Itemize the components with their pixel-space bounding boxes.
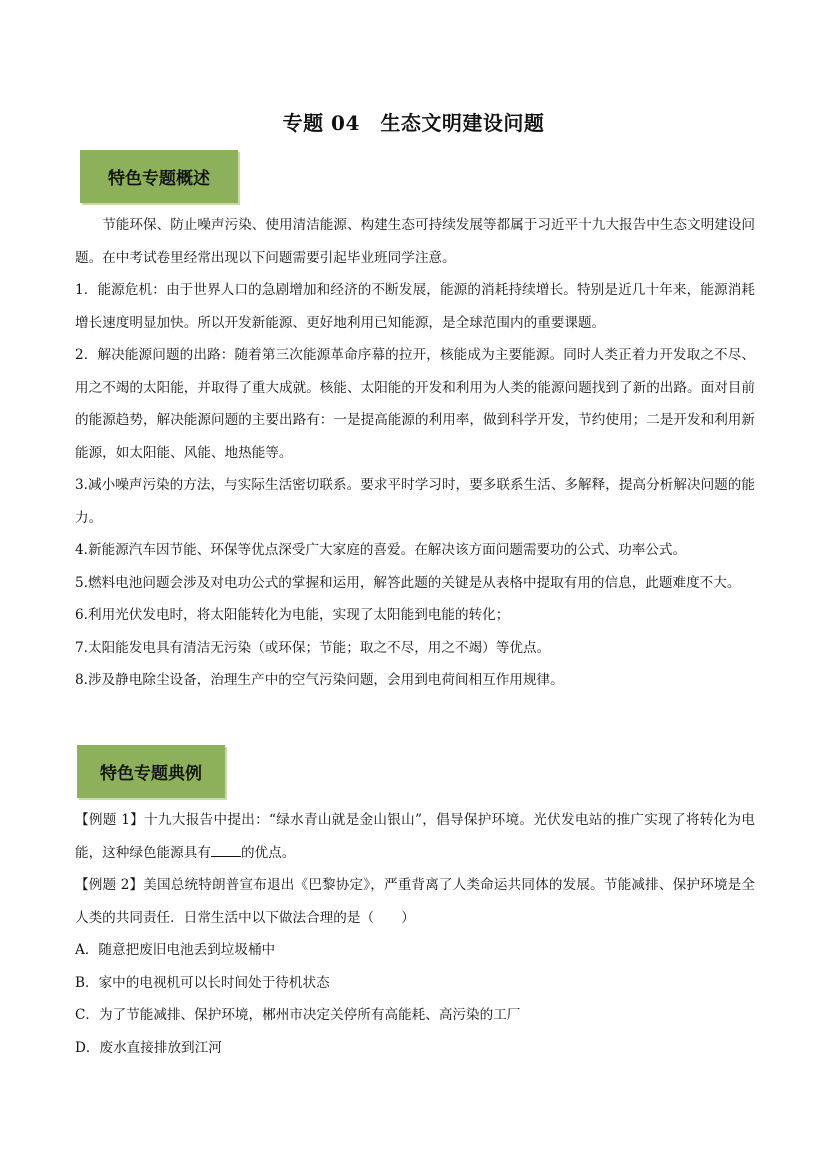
answer-blank[interactable]	[211, 842, 241, 857]
point-6: 6.利用光伏发电时，将太阳能转化为电能，实现了太阳能到电能的转化；	[75, 607, 510, 623]
point-1: 1．能源危机：由于世界人口的急剧增加和经济的不断发展，能源的消耗持续增长。特别是近几十年来，能源消耗增长速度明显加快。所以开发新能源、更好地利用已知能源，是全球范围内的重要课题。	[75, 282, 755, 331]
point-8: 8.涉及静电除尘设备，治理生产中的空气污染问题，会用到电荷间相互作用规律。	[75, 672, 564, 688]
example-1-text-c: 的优点。	[240, 844, 296, 861]
point-4: 4.新能源汽车因节能、环保等优点深受广大家庭的喜爱。在解决该方面问题需要功的公式、功率公式。	[75, 542, 687, 558]
option-d: D．废水直接排放到江河	[75, 1039, 222, 1056]
examples-body	[75, 804, 755, 1064]
point-3: 3.减小噪声污染的方法，与实际生活密切联系。要求平时学习时，要多联系生活、多解释，提高分析解决问题的能力。	[75, 477, 755, 526]
point-2: 2．解决能源问题的出路：随着第三次能源革命序幕的拉开，核能成为主要能源。同时人类正着力开发取之不尽、用之不竭的太阳能，并取得了重大成就。核能、太阳能的开发和利用为人类的能源问题找到了新的出路。面对目前的能源趋势，解决能源问题的主要出路有：一是提高能源的利用率，做到科学开发，节约使用；二是开发和利用新能源，如太阳能、风能、地热能等。	[75, 347, 755, 461]
option-c: C．为了节能减排、保护环境，郴州市决定关停所有高能耗、高污染的工厂	[75, 1007, 521, 1023]
example-2	[75, 869, 755, 934]
point-7: 7.太阳能发电具有清洁无污染（或环保；节能；取之不尽，用之不竭）等优点。	[75, 639, 551, 656]
intro-paragraph: 节能环保、防止噪声污染、使用清洁能源、构建生态可持续发展等都属于习近平十九大报告中生态文明建设问题。在中考试卷里经常出现以下问题需要引起毕业班同学注意。	[75, 217, 755, 266]
section-overview-heading: 特色专题概述	[80, 150, 238, 203]
section-examples-heading: 特色专题典例	[77, 745, 225, 798]
option-b: B．家中的电视机可以长时间处于待机状态	[75, 974, 330, 991]
option-a: A．随意把废旧电池丢到垃圾桶中	[75, 942, 276, 958]
point-5: 5.燃料电池问题会涉及对电功公式的掌握和运用，解答此题的关键是从表格中提取有用的信息，此题难度不大。	[75, 574, 741, 591]
example-2-text: 美国总统特朗普宣布退出《巴黎协定》，严重背离了人类命运共同体的发展。节能减排、保护环境是全人类的共同责任．日常生活中以下做法合理的是（ ）	[75, 877, 755, 926]
overview-body	[75, 209, 755, 697]
example-2-tag: 【例题 2】	[75, 877, 144, 893]
example-1-text-a: 十九大报告中提出：“绿水青山就是金山银山”，倡导保护环境。光伏发电站的推广实现了将	[144, 812, 700, 828]
example-1	[75, 804, 755, 869]
document-title: 专题 04 生态文明建设问题	[282, 111, 545, 135]
example-1-text-b: 转化为电能，这种绿色能源具有	[75, 812, 755, 861]
example-1-tag: 【例题 1】	[75, 812, 145, 828]
